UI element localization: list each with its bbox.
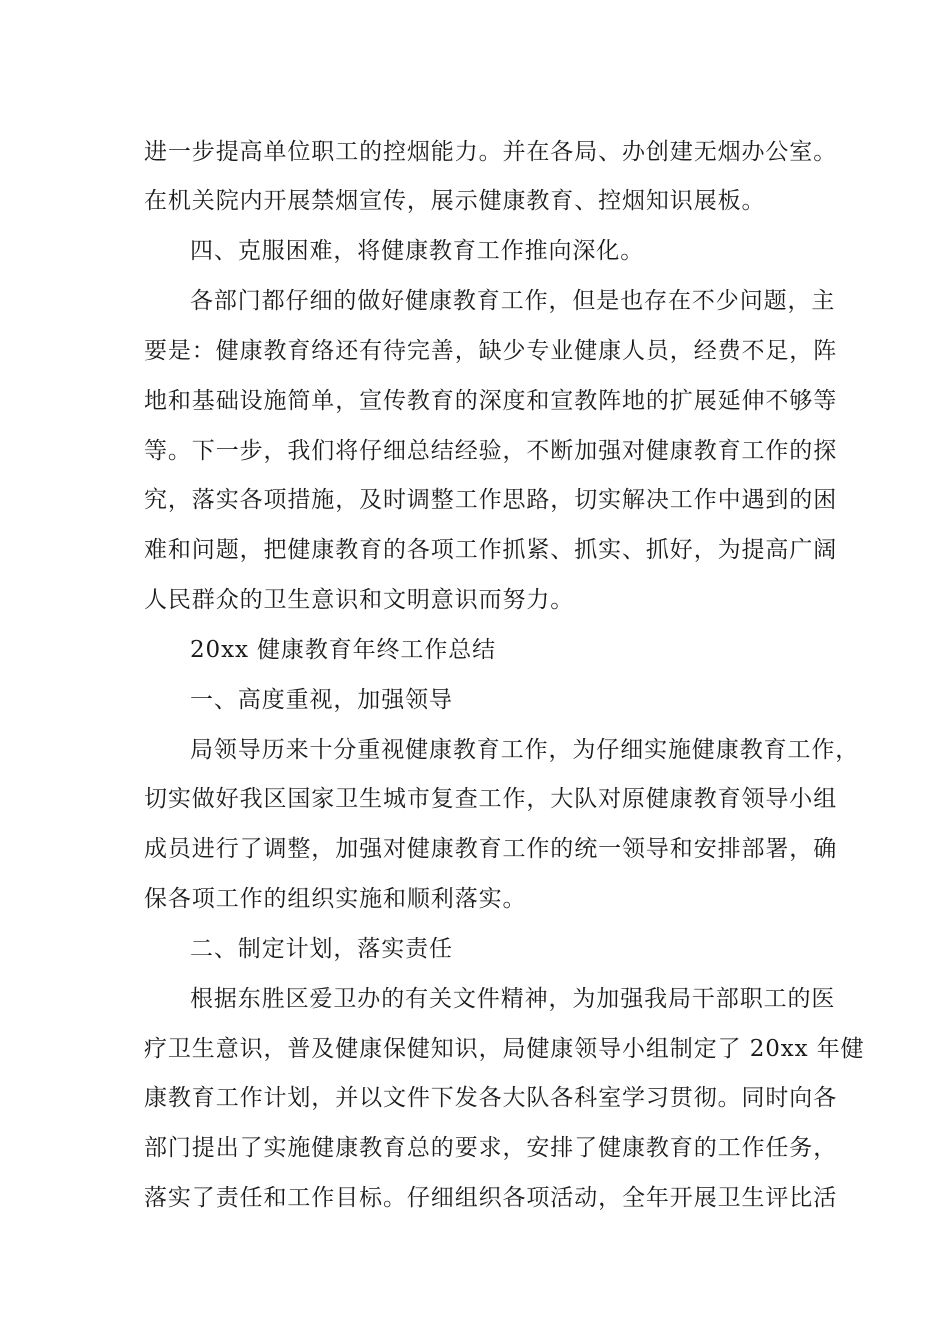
text-line: 康教育工作计划，并以文件下发各大队各科室学习贯彻。同时向各 bbox=[144, 1085, 838, 1111]
text-line: 根据东胜区爱卫办的有关文件精神，为加强我局干部职工的医 bbox=[190, 986, 836, 1012]
text-line: 等。下一步，我们将仔细总结经验，不断加强对健康教育工作的探 bbox=[144, 438, 838, 464]
text-line: 疗卫生意识，普及健康保健知识，局健康领导小组制定了 20xx 年健 bbox=[144, 1036, 865, 1062]
text-line: 成员进行了调整，加强对健康教育工作的统一领导和安排部署，确 bbox=[144, 836, 838, 862]
text-line: 切实做好我区国家卫生城市复查工作，大队对原健康教育领导小组 bbox=[144, 786, 838, 812]
text-line: 究，落实各项措施，及时调整工作思路，切实解决工作中遇到的困 bbox=[144, 487, 838, 513]
text-line: 部门提出了实施健康教育总的要求，安排了健康教育的工作任务， bbox=[144, 1135, 838, 1161]
text-line: 在机关院内开展禁烟宣传，展示健康教育、控烟知识展板。 bbox=[144, 188, 766, 214]
text-line: 各部门都仔细的做好健康教育工作，但是也存在不少问题，主 bbox=[190, 288, 836, 314]
section-heading: 四、克服困难，将健康教育工作推向深化。 bbox=[190, 238, 645, 264]
text-line: 局领导历来十分重视健康教育工作，为仔细实施健康教育工作， bbox=[190, 737, 860, 763]
text-line: 保各项工作的组织实施和顺利落实。 bbox=[144, 886, 527, 912]
text-line: 进一步提高单位职工的控烟能力。并在各局、办创建无烟办公室。 bbox=[144, 139, 838, 165]
section-heading: 一、高度重视，加强领导 bbox=[190, 687, 453, 713]
text-line: 落实了责任和工作目标。仔细组织各项活动，全年开展卫生评比活 bbox=[144, 1185, 838, 1211]
text-line: 人民群众的卫生意识和文明意识而努力。 bbox=[144, 587, 575, 613]
text-line: 要是：健康教育络还有待完善，缺少专业健康人员，经费不足，阵 bbox=[144, 338, 838, 364]
document-title: 20xx 健康教育年终工作总结 bbox=[190, 637, 497, 663]
text-line: 难和问题，把健康教育的各项工作抓紧、抓实、抓好，为提高广阔 bbox=[144, 537, 838, 563]
text-line: 地和基础设施简单，宣传教育的深度和宣教阵地的扩展延伸不够等 bbox=[144, 388, 838, 414]
section-heading: 二、制定计划，落实责任 bbox=[190, 936, 453, 962]
